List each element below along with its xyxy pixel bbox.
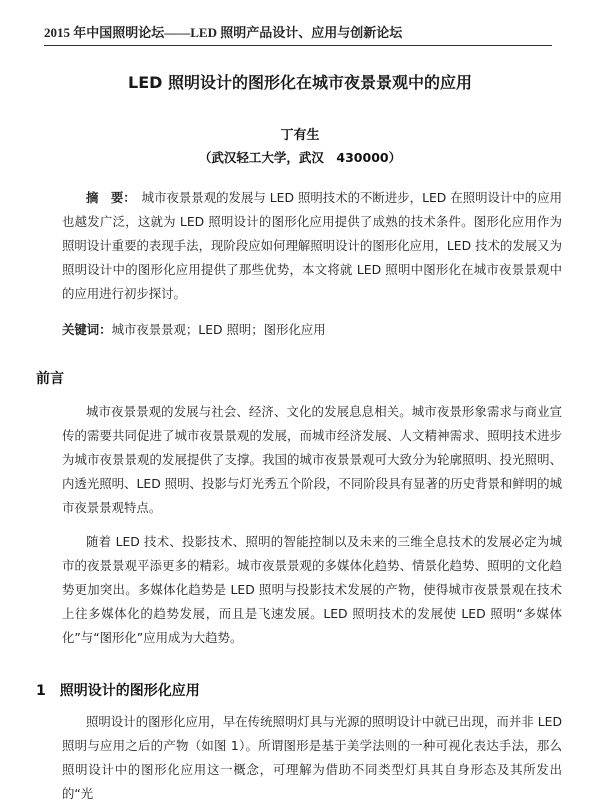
keywords-text: 城市夜景景观；LED 照明；图形化应用	[111, 322, 326, 337]
body-paragraph: 随着 LED 技术、投影技术、照明的智能控制以及未来的三维全息技术的发展必定为城市的夜景景观平添更多的精彩。城市夜景景观的多媒体化趋势、情景化趋势、照明的文化趋势更加突出。多媒体化趋势是 LED 照明与投影技术发展的产物，使得城市夜景景观在技术上往多媒体化的趋势发展，而且是飞速发展。LED 照明技术的发展使 LED 照明“多媒体化”与“图形化”应用成为大趋势。	[62, 534, 562, 645]
paper-title: LED 照明设计的图形化在城市夜景景观中的应用	[128, 73, 472, 92]
section-heading-1	[36, 680, 200, 700]
abstract-text: 城市夜景景观的发展与 LED 照明技术的不断进步，LED 在照明设计中的应用也越发广泛，这就为 LED 照明设计的图形化应用提供了成熟的技术条件。图形化应用作为照明设计重要的表现手法，现阶段应如何理解照明设计的图形化应用，LED 技术的发展又为照明设计中的图形化应用提供了那些优势，本文将就 LED 照明中图形化在城市夜景景观中的应用进行初步探讨。	[62, 190, 562, 301]
section-heading-preface: 前言	[36, 371, 64, 387]
keywords	[62, 318, 562, 342]
keywords-label: 关键词：	[62, 322, 112, 337]
running-header: 2015 年中国照明论坛——LED 照明产品设计、应用与创新论坛	[44, 22, 552, 46]
author-name: 丁有生	[280, 128, 320, 143]
section-number: 1	[36, 683, 46, 699]
author-affiliation: （武汉轻工大学，武汉 430000）	[198, 150, 402, 165]
body-paragraph: 照明设计的图形化应用，早在传统照明灯具与光源的照明设计中就已出现，而并非 LED 照明与应用之后的产物（如图 1）。所谓图形是基于美学法则的一种可视化表达手法，那么照明设计中的图形化应用这一概念，可理解为借助不同类型灯具其自身形态及其所发出的“光	[62, 714, 562, 801]
abstract	[62, 186, 562, 306]
body-paragraph: 城市夜景景观的发展与社会、经济、文化的发展息息相关。城市夜景形象需求与商业宣传的需要共同促进了城市夜景景观的发展，而城市经济发展、人文精神需求、照明技术进步为城市夜景景观的发展提供了支撑。我国的城市夜景景观可大致分为轮廓照明、投光照明、内透光照明、LED 照明、投影与灯光秀五个阶段，不同阶段具有显著的历史背景和鲜明的城市夜景景观特点。	[62, 404, 562, 515]
section-title: 照明设计的图形化应用	[59, 683, 200, 699]
abstract-label: 摘 要：	[86, 190, 136, 205]
